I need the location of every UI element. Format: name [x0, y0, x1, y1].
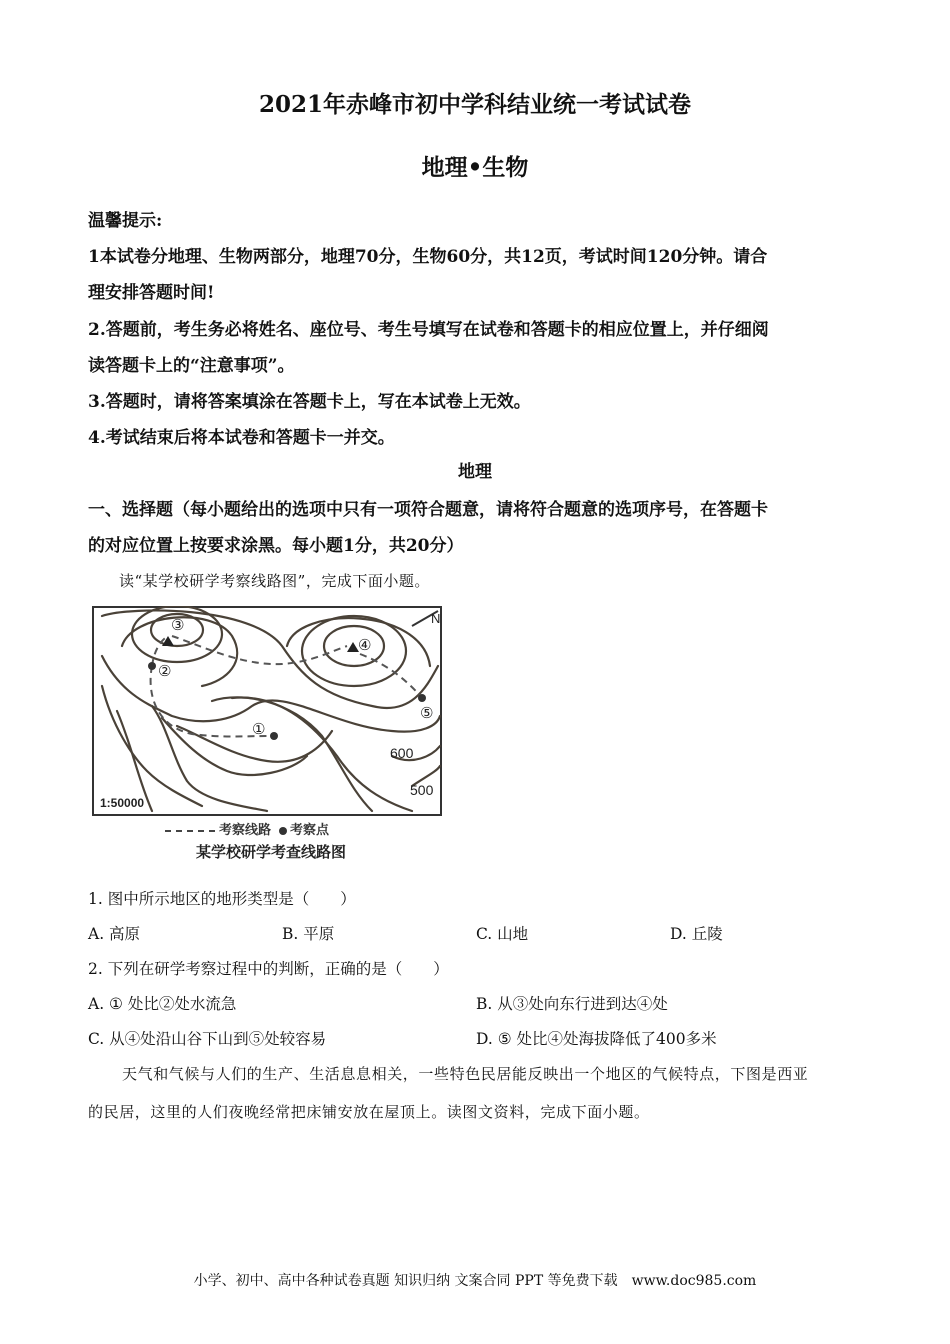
tip-line-1a: 1本试卷分地理、生物两部分，地理70分，生物60分，共12页，考试时间120分钟。请合: [88, 247, 768, 267]
page-footer: 小学、初中、高中各种试卷真题 知识归纳 文案合同 PPT 等免费下载 www.doc985.com: [193, 1273, 757, 1289]
contour-map-svg: [92, 606, 442, 816]
map-legend: [165, 819, 329, 838]
observation-point-5: [418, 694, 426, 702]
route-line-icon: [165, 830, 215, 832]
tips-heading: 温馨提示:: [88, 211, 163, 231]
question-2-option-a[interactable]: A. ① 处比②处水流急: [88, 995, 237, 1013]
tip-line-2b: 读答题卡上的“注意事项”。: [88, 356, 295, 376]
observation-dot-icon: [279, 827, 287, 835]
question-1-option-a[interactable]: A. 高原: [88, 925, 141, 943]
section-header-line-2: 的对应位置上按要求涂黑。每小题1分，共20分）: [88, 536, 464, 556]
exam-title: 2021年赤峰市初中学科结业统一考试试卷: [258, 91, 691, 118]
tip-line-3: 3.答题时，请将答案填涂在答题卡上，写在本试卷上无效。: [88, 392, 531, 412]
contour-500-label: 500: [410, 782, 434, 798]
observation-point-1: [270, 732, 278, 740]
legend-route-label: 考察线路: [219, 823, 272, 838]
question-2-stem: 2. 下列在研学考察过程中的判断，正确的是（ ）: [88, 960, 449, 978]
observation-point-2: [148, 662, 156, 670]
question-1-stem: 1. 图中所示地区的地形类型是（ ）: [88, 890, 356, 908]
point-5-label: ⑤: [420, 704, 434, 722]
passage-line-2: 的民居，这里的人们夜晚经常把床铺安放在屋顶上。读图文资料，完成下面小题。: [88, 1103, 650, 1121]
map-intro: 读“某学校研学考察线路图”，完成下面小题。: [119, 572, 430, 590]
point-1-label: ①: [252, 720, 266, 738]
point-3-label: ③: [171, 616, 185, 634]
question-1-option-b[interactable]: B. 平原: [282, 925, 335, 943]
point-2-label: ②: [158, 662, 172, 680]
legend-point-label: 考察点: [290, 823, 330, 838]
exam-subtitle: 地理•生物: [421, 154, 529, 181]
tip-line-1b: 理安排答题时间!: [88, 283, 215, 303]
section-header-line-1: 一、选择题（每小题给出的选项中只有一项符合题意，请将符合题意的选项序号，在答题卡: [88, 500, 768, 520]
question-1-option-c[interactable]: C. 山地: [476, 925, 529, 943]
north-label: N: [431, 611, 441, 626]
contour-600-label: 600: [390, 745, 414, 761]
map-scale: 1:50000: [100, 796, 145, 810]
section-label: 地理: [458, 462, 492, 482]
tip-line-4: 4.考试结束后将本试卷和答题卡一并交。: [88, 428, 395, 448]
tip-line-2a: 2.答题前，考生务必将姓名、座位号、考生号填写在试卷和答题卡的相应位置上，并仔细阅: [88, 320, 769, 340]
point-4-label: ④: [358, 636, 372, 654]
map-caption: 某学校研学考查线路图: [196, 843, 347, 861]
question-1-option-d[interactable]: D. 丘陵: [670, 925, 723, 943]
question-2-option-c[interactable]: C. 从④处沿山谷下山到⑤处较容易: [88, 1030, 327, 1048]
passage-line-1: 天气和气候与人们的生产、生活息息相关，一些特色民居能反映出一个地区的气候特点，下图是西亚: [122, 1065, 809, 1083]
contour-map: [92, 606, 442, 816]
question-2-option-d[interactable]: D. ⑤ 处比④处海拔降低了400多米: [476, 1030, 717, 1048]
question-2-option-b[interactable]: B. 从③处向东行进到达④处: [476, 995, 668, 1013]
